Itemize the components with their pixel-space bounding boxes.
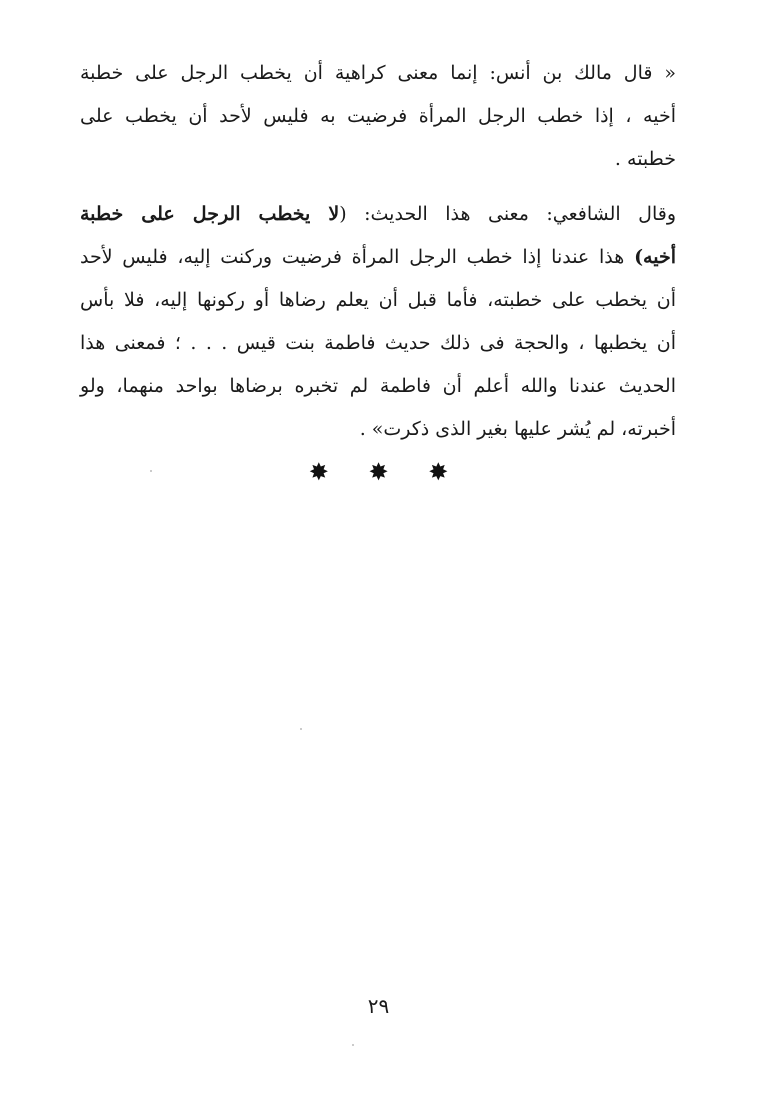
- text-line: [80, 236, 676, 279]
- paragraph-shafii-quote: [80, 193, 676, 451]
- text-line: « قال مالك بن أنس: إنما معنى كراهية أن يخطب الرجل على خطبة: [80, 62, 676, 84]
- hadith-text-bold: لا يخطب الرجل على خطبة: [80, 203, 340, 225]
- hadith-text-bold: أخيه): [634, 246, 676, 268]
- paragraph-malik-quote: [80, 52, 676, 181]
- text-segment: هذا عندنا إذا خطب الرجل المرأة فرضيت وركنت إليه، فليس لأحد: [80, 246, 635, 268]
- text-line: [80, 193, 676, 236]
- star-ornament-icon: ✸: [308, 458, 329, 486]
- page-number: ٢٩: [367, 994, 390, 1018]
- text-line: أخبرته، لم يُشر عليها بغير الذى ذكرت» .: [359, 418, 676, 440]
- star-ornament-icon: ✸: [368, 458, 389, 486]
- paper-speck: [300, 728, 302, 730]
- text-segment: وقال الشافعي: معنى هذا الحديث: (: [339, 203, 676, 225]
- text-line: أخيه ، إذا خطب الرجل المرأة فرضيت به فليس لأحد أن يخطب على: [80, 105, 676, 127]
- text-block: [80, 52, 676, 463]
- paper-speck: [352, 1044, 354, 1046]
- text-line: أن يخطبها ، والحجة فى ذلك حديث فاطمة بنت قيس . . . ؛ فمعنى هذا: [80, 332, 676, 354]
- text-line: الحديث عندنا والله أعلم أن فاطمة لم تخبره برضاها بواحد منهما، ولو: [80, 375, 676, 397]
- section-divider-ornaments: [0, 458, 757, 486]
- text-line: خطبته .: [614, 148, 676, 170]
- text-line: أن يخطب على خطبته، فأما قبل أن يعلم رضاها أو ركونها إليه، فلا بأس: [80, 289, 676, 311]
- star-ornament-icon: ✸: [428, 458, 449, 486]
- paper-speck: [150, 470, 152, 472]
